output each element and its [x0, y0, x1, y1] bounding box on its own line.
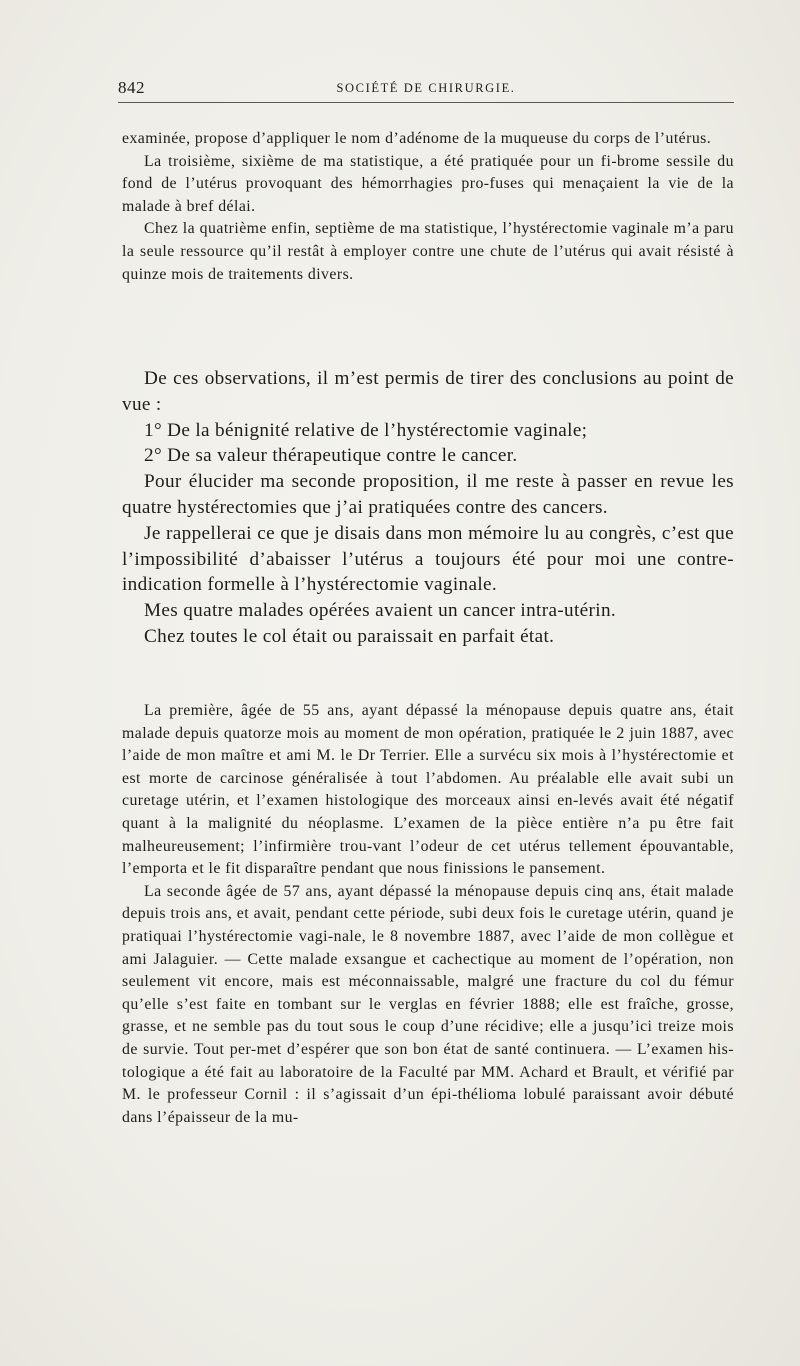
paragraph-elucider: Pour élucider ma seconde proposition, il me reste à passer en revue les quatre hystérectomies que j’ai pratiquées contre des cancers. [122, 471, 734, 518]
conclusion-item-2: 2° De sa valeur thérapeutique contre le cancer. [144, 445, 518, 467]
conclusion-item-1: 1° De la bénignité relative de l’hystérectomie vaginale; [144, 419, 588, 441]
cases-section [122, 700, 734, 1129]
page-number: 842 [118, 78, 145, 97]
paragraph-second-case: La seconde âgée de 57 ans, ayant dépassé la ménopause depuis cinq ans, était malade depuis trois ans, et avait, pendant cette période, subi deux fois le curetage utérin, quand je pratiquai l’hystérectomie vagi-nale, le 8 novembre 1887, avec l’aide de mon collègue et ami Jalaguier. — Cette malade exsangue et cachectique au moment de l’opération, non seulement vit encore, mais est méconnaissable, malgré une fracture du col du fémur qu’elle s’est faite en tombant sur le verglas en février 1888; elle est fraîche, grosse, grasse, et ne semble pas du tout sous le coup d’une récidive; elle a jusqu’ici treize mois de survie. Tout per-met d’espérer que son bon état de santé continuera. — L’examen his-tologique a été fait au laboratoire de la Faculté par MM. Achard et Brault, et vérifié par M. le professeur Cornil : il s’agissait d’un épi-thélioma lobulé paraissant avoir débuté dans l’épaisseur de la mu- [122, 882, 734, 1126]
paragraph-fourth-case: Chez la quatrième enfin, septième de ma statistique, l’hystérectomie vaginale m’a paru la seule ressource qu’il restât à employer contre une chute de l’utérus qui avait résisté à quinze mois de traitements divers. [122, 220, 734, 283]
paragraph-col: Chez toutes le col était ou paraissait en parfait état. [144, 625, 555, 647]
observations-section [122, 128, 734, 286]
conclusions-section [122, 366, 734, 650]
running-head: SOCIÉTÉ DE CHIRURGIE. [336, 81, 516, 95]
paragraph-first-case: La première, âgée de 55 ans, ayant dépassé la ménopause depuis quatre ans, était malade depuis quatorze mois au moment de mon opération, pratiquée le 2 juin 1887, avec l’aide de mon maître et ami M. le Dr Terrier. Elle a survécu six mois à l’hystérectomie et est morte de carcinose généralisée à tout l’abdomen. Au préalable elle avait subi un curetage utérin, et l’examen histologique des morceaux ainsi en-levés avait été négatif quant à la malignité du néoplasme. L’examen de la pièce entière n’a pu être fait malheureusement; l’infirmière trou-vant l’odeur de cet utérus tellement épouvantable, l’emporta et le fit disparaître pendant que nous finissions le pansement. [122, 702, 734, 878]
paragraph-third-case: La troisième, sixième de ma statistique, a été pratiquée pour un fi-brome sessile du fond de l’utérus provoquant des hémorrhagies pro-fuses qui menaçaient la vie de la malade à bref délai. [122, 152, 734, 215]
paragraph-malades: Mes quatre malades opérées avaient un cancer intra-utérin. [144, 600, 617, 622]
paragraph-continuation: examinée, propose d’appliquer le nom d’adénome de la muqueuse du corps de l’utérus. [122, 130, 712, 147]
conclusions-intro: De ces observations, il m’est permis de tirer des conclusions au point de vue : [122, 368, 734, 415]
page-header [118, 78, 734, 103]
paragraph-rappellerai: Je rappellerai ce que je disais dans mon mémoire lu au congrès, c’est que l’impossibilité d’abaisser l’utérus a toujours été pour moi une contre-indication formelle à l’hystérectomie vaginale. [122, 522, 734, 596]
